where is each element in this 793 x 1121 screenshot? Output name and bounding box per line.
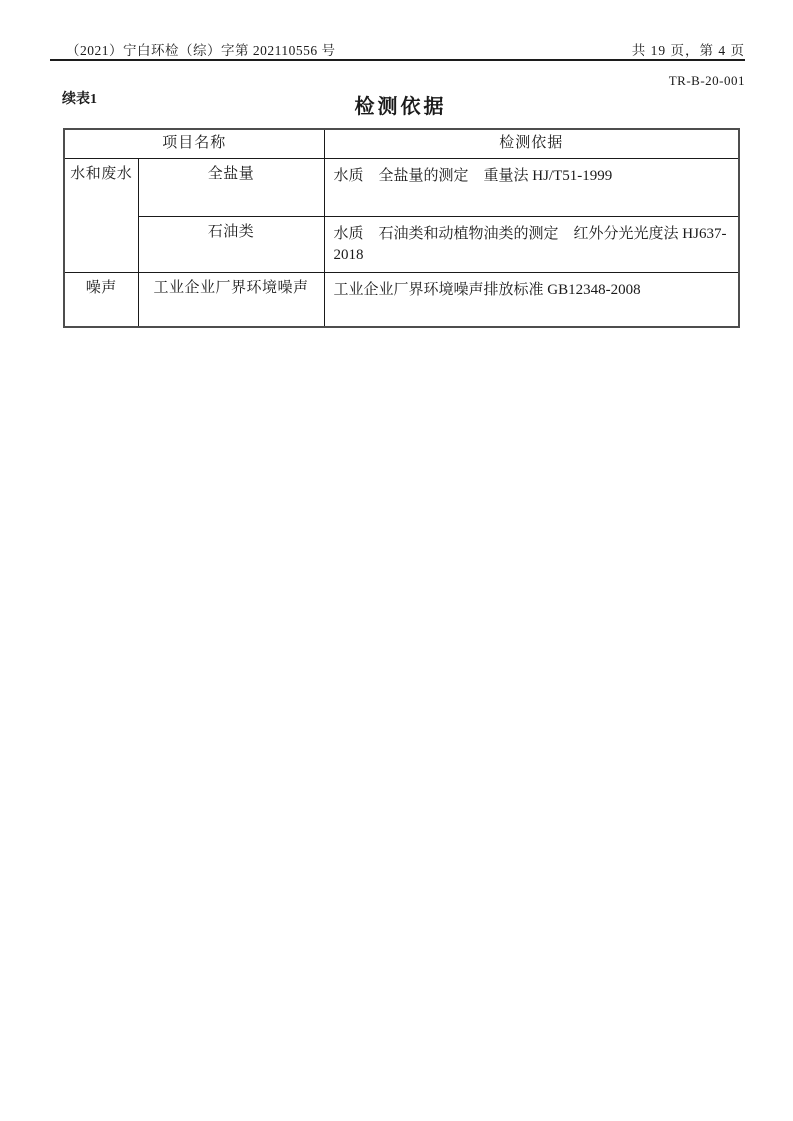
page-title: 检测依据 — [354, 96, 447, 118]
table-header-row — [64, 129, 739, 158]
table-row — [64, 272, 739, 327]
category-cell-noise: 噪声 — [64, 272, 138, 327]
testing-basis-table — [63, 128, 740, 328]
table-row — [64, 158, 739, 216]
continuation-table-label: 续表1 — [62, 92, 97, 107]
page-count: 共 19 页，第 4 页 — [631, 43, 745, 58]
col-header-project-name: 项目名称 — [64, 129, 324, 158]
col-header-basis: 检测依据 — [324, 129, 739, 158]
category-cell-water: 水和废水 — [64, 158, 138, 272]
report-number: （2021）宁白环检（综）字第 202110556 号 — [66, 43, 336, 58]
basis-cell-petroleum: 水质 石油类和动植物油类的测定 红外分光光度法 HJ637-2018 — [324, 216, 739, 272]
basis-cell-boundary-noise: 工业企业厂界环境噪声排放标准 GB12348-2008 — [324, 272, 739, 327]
item-cell-total-salt: 全盐量 — [138, 158, 324, 216]
form-code: TR-B-20-001 — [668, 73, 745, 88]
basis-cell-total-salt: 水质 全盐量的测定 重量法 HJ/T51-1999 — [324, 158, 739, 216]
table-row — [64, 216, 739, 272]
header-divider — [50, 59, 745, 61]
item-cell-petroleum: 石油类 — [138, 216, 324, 272]
item-cell-boundary-noise: 工业企业厂界环境噪声 — [138, 272, 324, 327]
